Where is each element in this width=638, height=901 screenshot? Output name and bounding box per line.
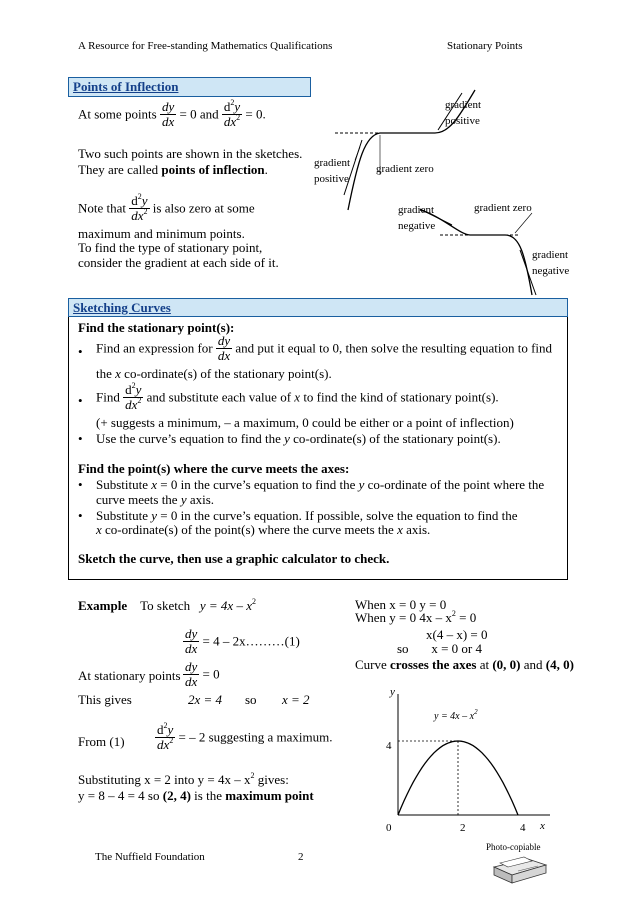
header-right: Stationary Points bbox=[447, 40, 523, 52]
inflection-para-line1: Two such points are shown in the sketches. bbox=[78, 146, 303, 161]
sign-hint: (+ suggests a minimum, – a maximum, 0 could be either or a point of inflection) bbox=[96, 415, 514, 430]
d2ydx2-fraction-example: $\frac{d^2y}{dx^2}$ bbox=[157, 721, 174, 752]
at-sp-eq: $\frac{dy}{dx}$ = 0 bbox=[185, 659, 220, 689]
inflection-curve-falling bbox=[420, 210, 532, 295]
label-gradient-zero-top: gradient zero bbox=[376, 163, 434, 175]
graph-x-tick-2: 2 bbox=[460, 822, 466, 834]
inflection-note-line4: consider the gradient at each side of it. bbox=[78, 255, 279, 270]
dy-dx-fraction: $\frac{dy}{dx}$ bbox=[161, 99, 175, 129]
bullet-3: • bbox=[78, 431, 83, 446]
photocopiable-label: Photo-copiable bbox=[486, 842, 541, 852]
this-gives-so: so bbox=[245, 692, 257, 707]
dydx-fraction-2: $\frac{dy}{dx}$ bbox=[217, 333, 231, 363]
x-equals-2: x = 2 bbox=[282, 692, 310, 707]
header-left: A Resource for Free-standing Mathematics Qualifications bbox=[78, 40, 333, 52]
d2ydx2-fraction-2: $\frac{d^2y}{dx^2}$ bbox=[125, 381, 142, 412]
graph-y-tick-4: 4 bbox=[386, 740, 392, 752]
inflection-note: Note that $\frac{d^2y}{dx^2}$ is also zero at some bbox=[78, 192, 255, 223]
substituting-line: Substituting x = 2 into $y = 4x - x^2$ gives: bbox=[78, 771, 289, 787]
footer-left: The Nuffield Foundation bbox=[95, 851, 205, 863]
inflection-note-line3: To find the type of stationary point, bbox=[78, 240, 263, 255]
graph-x-tick-4: 4 bbox=[520, 822, 526, 834]
when-y0: When y = 0 $4x - x^2 = 0$ bbox=[355, 609, 477, 625]
graph-y-label: y bbox=[390, 686, 395, 698]
max-point-line: y = 8 – 4 = 4 so (2, 4) is the maximum point bbox=[78, 788, 314, 803]
graph-x-label: x bbox=[540, 820, 545, 832]
axes-line2: Substitute y = 0 in the curve’s equation. If possible, solve the equation to find the bbox=[96, 508, 518, 523]
note-d2y-dx2-fraction: $\frac{d^2y}{dx^2}$ bbox=[131, 192, 148, 223]
label-gradient-positive-right: gradient positive bbox=[445, 99, 482, 127]
dydx-fraction-example: $\frac{dy}{dx}$ bbox=[185, 626, 198, 656]
inflection-condition: At some points $\frac{dy}{dx}$ = 0 and $\frac{d^2y}{dx^2}$ = 0. bbox=[78, 98, 266, 129]
bullet-1: • bbox=[78, 344, 83, 359]
this-gives-eq: 2x = 4 bbox=[188, 692, 223, 707]
axes-heading: Find the point(s) where the curve meets the axes: bbox=[78, 461, 350, 476]
inflection-note-line2: maximum and minimum points. bbox=[78, 226, 245, 241]
find-d2ydx2-line: Find $\frac{d^2y}{dx^2}$ and substitute each value of x to find the kind of stationary point(s). bbox=[96, 381, 499, 412]
example-header: Example To sketch $y = 4x - x^2$ bbox=[78, 597, 256, 613]
bullet-5: • bbox=[78, 508, 83, 523]
second-derivative-line: $\frac{d^2y}{dx^2}$ = – 2 suggesting a maximum. bbox=[157, 721, 333, 752]
d2y-dx2-fraction: $\frac{d^2y}{dx^2}$ bbox=[223, 98, 241, 129]
pointer-gradient-zero-bottom bbox=[515, 213, 532, 233]
factored: x(4 – x) = 0 bbox=[426, 627, 488, 642]
at-sp-label: At stationary points bbox=[78, 668, 181, 683]
parabola-graph bbox=[370, 680, 560, 845]
when-x0: When x = 0 y = 0 bbox=[355, 597, 447, 612]
find-sp-heading: Find the stationary point(s): bbox=[78, 320, 235, 335]
axes-line2b: x co-ordinate(s) of the point(s) where the curve meets the x axis. bbox=[96, 522, 431, 537]
label-gradient-zero-bottom: gradient zero bbox=[474, 202, 532, 214]
inflection-para-line2: They are called points of inflection. bbox=[78, 162, 268, 177]
axes-line1: Substitute x = 0 in the curve’s equation to find the y co-ordinate of the point where the bbox=[96, 477, 545, 492]
graph-origin-label: 0 bbox=[386, 822, 392, 834]
this-gives: This gives bbox=[78, 692, 132, 707]
axes-line1b: curve meets the y axis. bbox=[96, 492, 215, 507]
find-dydx-line2: the x co-ordinate(s) of the stationary point(s). bbox=[96, 366, 332, 381]
derivative-line: $\frac{dy}{dx}$ = 4 – 2x………(1) bbox=[185, 626, 300, 656]
crosses-axes-line: Curve crosses the axes at (0, 0) and (4, 0) bbox=[355, 657, 574, 672]
bullet-2: • bbox=[78, 393, 83, 408]
footer-page: 2 bbox=[298, 851, 304, 863]
label-gradient-negative-right: gradient negative bbox=[532, 249, 570, 277]
photocopier-icon bbox=[488, 853, 552, 887]
dydx-fraction-example-2: $\frac{dy}{dx}$ bbox=[185, 659, 198, 689]
label-gradient-negative-left: gradient negative bbox=[398, 204, 436, 232]
sketch-check-line: Sketch the curve, then use a graphic calculator to check. bbox=[78, 551, 390, 566]
sketching-title: Sketching Curves bbox=[68, 298, 568, 317]
pointer-gradient-positive-left bbox=[355, 147, 360, 160]
so-roots: so x = 0 or 4 bbox=[397, 641, 482, 656]
find-dydx-line: Find an expression for $\frac{dy}{dx}$ and put it equal to 0, then solve the resulting equation to find bbox=[96, 333, 553, 363]
from-1-label: From (1) bbox=[78, 734, 125, 749]
label-gradient-positive-left: gradient positive bbox=[314, 157, 351, 185]
inflection-title: Points of Inflection bbox=[68, 77, 311, 97]
bullet-4: • bbox=[78, 477, 83, 492]
graph-curve-label: $y = 4x - x^2$ bbox=[434, 708, 478, 722]
find-y-coord-line: Use the curve’s equation to find the y co-ordinate(s) of the stationary point(s). bbox=[96, 431, 501, 446]
